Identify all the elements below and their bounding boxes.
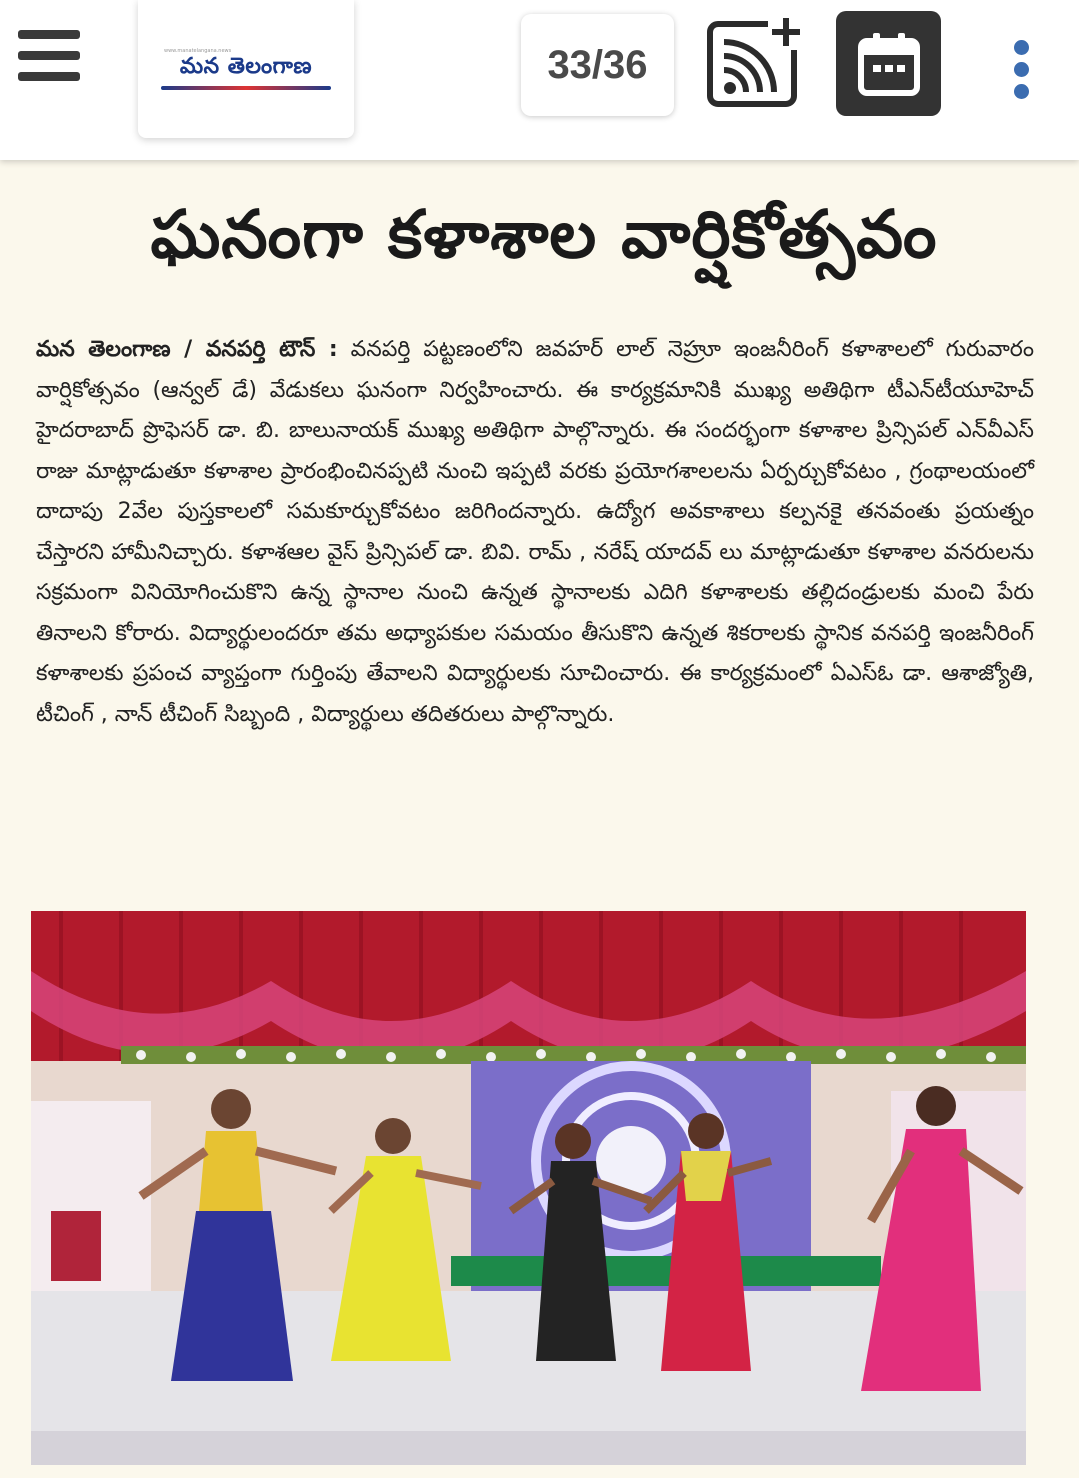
more-vertical-icon[interactable] — [1006, 40, 1036, 106]
calendar-button[interactable] — [836, 11, 941, 116]
article-body — [36, 330, 1034, 735]
article-headline: ఘనంగా కళాశాల వార్షికోత్సవం — [150, 196, 938, 273]
publication-logo[interactable] — [138, 0, 354, 138]
app-header — [0, 0, 1079, 160]
article-byline: మన తెలంగాణ / వనపర్తి టౌన్ : — [36, 337, 338, 362]
article-photo[interactable] — [31, 911, 1026, 1465]
article-text: వనపర్తి పట్టణంలోని జవహర్ లాల్ నెహ్రూ ఇంజనీరింగ్ కళాశాలలో గురువారం వార్షికోత్సవం (ఆన్వల్ డే) వేడుకలు ఘనంగా నిర్వహించారు. ఈ కార్యక్రమానికి ముఖ్య అతిథిగా టీఎన్‌టీయూహెచ్ హైదరాబాద్ ప్రొఫెసర్ డా. బి. బాలునాయక్ ముఖ్య అతిథిగా పాల్గొన్నారు. ఈ సందర్భంగా కళాశాల ప్రిన్సిపల్ ఎన్‌వీఎస్ రాజు మాట్లాడుతూ కళాశాల ప్రారంభించినప్పటి నుంచి ఇప్పటి వరకు ప్రయోగశాలలను ఏర్పర్చుకోవటం , గ్రంథాలయంలో దాదాపు 2వేల పుస్తకాలలో సమకూర్చుకోవటం జరిగిందన్నారు. ఉద్యోగ అవకాశాలు కల్పనకై తనవంతు ప్రయత్నం చేస్తారని హామీనిచ్చారు. కళాశఆల వైస్ ప్రిన్సిపల్ డా. బివి. రామ్ , నరేష్ యాదవ్ లు మాట్లాడుతూ కళాశాల వనరులను సక్రమంగా వినియోగించుకొని ఉన్న స్థానాల నుంచి ఉన్నత స్థానాలకు ఎదిగి కళాశాలకు తల్లిదండ్రులకు మంచి పేరు తినాలని కోరారు. విద్యార్థులందరూ తమ అధ్యాపకుల సమయం తీసుకొని ఉన్నత శికరాలకు స్థానిక వనపర్తి ఇంజనీరింగ్ కళాశాలకు ప్రపంచ వ్యాప్తంగా గుర్తింపు తేవాలని విద్యార్థులకు సూచించారు. ఈ కార్యక్రమంలో ఏఎస్‌ఓ డా. ఆశాజ్యోతి, టీచింగ్ , నాన్ టీచింగ్ సిబ్బంది , విద్యార్థులు తదితరులు పాల్గొన్నారు. — [36, 337, 1034, 727]
page-indicator[interactable]: 33/36 — [521, 14, 674, 116]
calendar-icon — [858, 31, 920, 97]
logo-tagline: www.manatelangana.news — [164, 48, 232, 54]
rss-add-icon[interactable] — [706, 14, 804, 108]
logo-underline — [161, 86, 331, 90]
logo-text: మన తెలంగాణ — [179, 54, 313, 79]
hamburger-menu-icon[interactable] — [18, 30, 80, 82]
